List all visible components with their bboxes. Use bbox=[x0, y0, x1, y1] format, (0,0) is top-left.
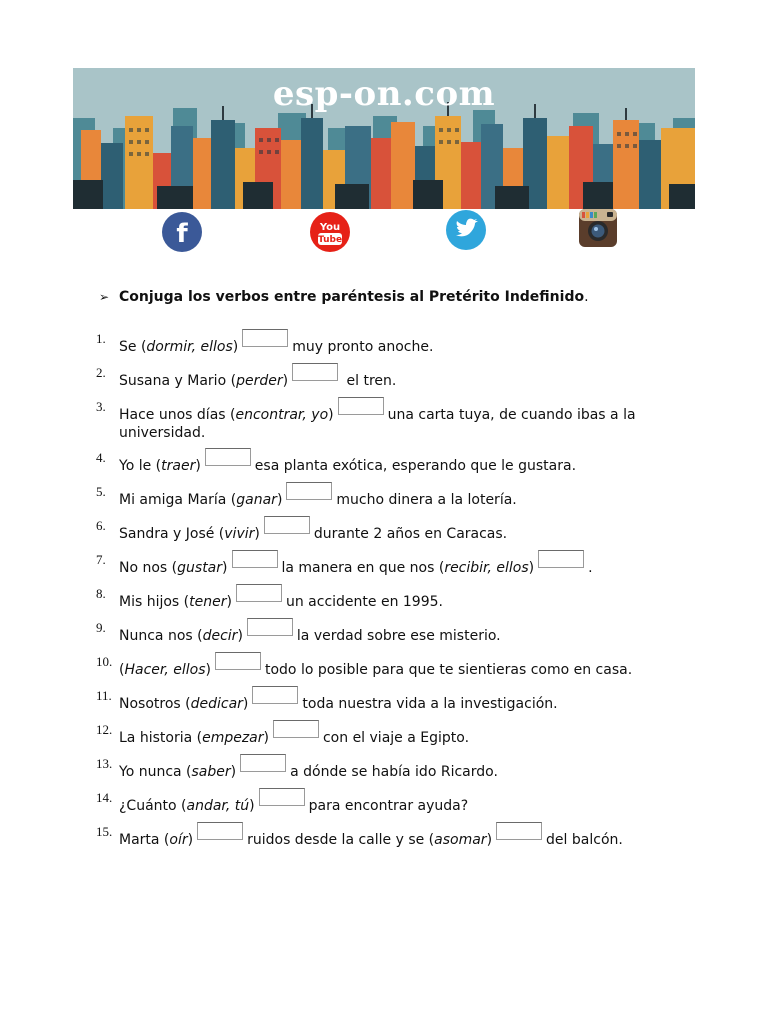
exercise-item bbox=[96, 788, 696, 815]
exercise-text: mucho dinera a la lotería. bbox=[336, 492, 517, 508]
verb-hint: dormir, ellos bbox=[146, 339, 233, 355]
exercise-text: un accidente en 1995. bbox=[285, 594, 443, 610]
exercise-text: ) bbox=[226, 594, 232, 610]
answer-field[interactable] bbox=[232, 550, 278, 568]
exercise-item bbox=[96, 482, 696, 509]
exercise-number: 8. bbox=[96, 586, 106, 601]
answer-field[interactable] bbox=[273, 720, 319, 738]
exercise-item bbox=[96, 754, 696, 781]
exercise-text: esa planta exótica, esperando que le gustara. bbox=[254, 458, 577, 474]
exercise-text: ) bbox=[242, 696, 249, 712]
instruction-line bbox=[99, 289, 589, 305]
exercise-number: 6. bbox=[96, 518, 106, 533]
exercise-text: Susana y Mario ( bbox=[119, 373, 237, 389]
exercise-text: Mis hijos ( bbox=[119, 594, 190, 610]
exercise-number: 14. bbox=[96, 790, 113, 805]
exercise-number: 15. bbox=[96, 824, 113, 839]
exercise-text: del balcón. bbox=[546, 832, 623, 848]
exercise-text: Nosotros ( bbox=[119, 696, 191, 712]
exercise-item bbox=[96, 822, 696, 849]
exercise-item bbox=[96, 516, 696, 543]
exercise-text: ) bbox=[232, 339, 239, 355]
verb-hint: vivir bbox=[224, 526, 255, 542]
site-logo-text: esp-on.com bbox=[272, 74, 496, 114]
exercise-item bbox=[96, 686, 696, 713]
exercise-text: Marta ( bbox=[119, 832, 170, 848]
verb-hint: ganar bbox=[236, 492, 277, 508]
exercise-text: a dónde se había ido Ricardo. bbox=[290, 764, 498, 780]
exercise-item bbox=[96, 329, 696, 356]
answer-field[interactable] bbox=[259, 788, 305, 806]
facebook-icon[interactable] bbox=[160, 210, 204, 254]
answer-field[interactable] bbox=[252, 686, 298, 704]
exercise-item bbox=[96, 618, 696, 645]
answer-field[interactable] bbox=[215, 652, 261, 670]
verb-hint: dedicar bbox=[190, 696, 243, 712]
answer-field[interactable] bbox=[286, 482, 332, 500]
answer-field[interactable] bbox=[242, 329, 288, 347]
exercise-text: Mi amiga María ( bbox=[119, 492, 237, 508]
exercise-text: para encontrar ayuda? bbox=[308, 798, 469, 814]
verb-hint: Hacer, ellos bbox=[124, 662, 206, 678]
verb-hint: recibir, ellos bbox=[444, 560, 529, 576]
exercise-text: todo lo posible para que te sientieras como en casa. bbox=[264, 662, 633, 678]
answer-field[interactable] bbox=[338, 397, 384, 415]
verb-hint: traer bbox=[161, 458, 196, 474]
exercise-text: Se ( bbox=[119, 339, 147, 355]
verb-hint: empezar bbox=[202, 730, 264, 746]
exercise-text: Nunca nos ( bbox=[119, 628, 203, 644]
instruction-text: Conjuga los verbos entre paréntesis al Pretérito Indefinido bbox=[119, 289, 585, 305]
answer-field[interactable] bbox=[496, 822, 542, 840]
exercise-text: con el viaje a Egipto. bbox=[322, 730, 470, 746]
exercise-text: ruidos desde la calle y se ( bbox=[247, 832, 435, 848]
exercise-item bbox=[96, 550, 696, 577]
exercise-number: 12. bbox=[96, 722, 113, 737]
exercise-text: ) bbox=[254, 526, 260, 542]
exercise-text: durante 2 años en Caracas. bbox=[313, 526, 508, 542]
exercise-text: ) bbox=[205, 662, 211, 678]
arrow-bullet-icon: ➢ bbox=[99, 290, 110, 304]
verb-hint: gustar bbox=[177, 560, 223, 576]
answer-field[interactable] bbox=[240, 754, 286, 772]
exercise-text: ) bbox=[222, 560, 228, 576]
answer-field[interactable] bbox=[264, 516, 310, 534]
verb-hint: perder bbox=[236, 373, 283, 389]
exercise-item bbox=[96, 584, 696, 611]
exercise-list bbox=[96, 329, 696, 856]
exercise-number: 1. bbox=[96, 331, 106, 346]
exercise-number: 9. bbox=[96, 620, 106, 635]
exercise-text: La historia ( bbox=[119, 730, 203, 746]
exercise-text: ) bbox=[328, 407, 334, 423]
exercise-text: Yo le ( bbox=[119, 458, 162, 474]
answer-field[interactable] bbox=[236, 584, 282, 602]
exercise-text: Sandra y José ( bbox=[119, 526, 225, 542]
youtube-icon[interactable] bbox=[308, 210, 352, 254]
exercise-text: ) bbox=[282, 373, 289, 389]
exercise-number: 11. bbox=[96, 688, 112, 703]
exercise-text: Yo nunca ( bbox=[119, 764, 192, 780]
exercise-number: 10. bbox=[96, 654, 113, 669]
verb-hint: encontrar, yo bbox=[235, 407, 329, 423]
answer-field[interactable] bbox=[292, 363, 338, 381]
exercise-text: el tren. bbox=[346, 373, 397, 389]
exercise-item bbox=[96, 448, 696, 475]
exercise-text: muy pronto anoche. bbox=[292, 339, 434, 355]
exercise-number: 4. bbox=[96, 450, 106, 465]
exercise-text: ) bbox=[263, 730, 269, 746]
answer-field[interactable] bbox=[205, 448, 251, 466]
exercise-number: 3. bbox=[96, 399, 106, 414]
verb-hint: andar, tú bbox=[186, 798, 250, 814]
exercise-text: . bbox=[588, 560, 593, 576]
exercise-item bbox=[96, 363, 696, 390]
verb-hint: oír bbox=[169, 832, 188, 848]
site-banner bbox=[73, 68, 695, 209]
verb-hint: decir bbox=[202, 628, 238, 644]
answer-field[interactable] bbox=[538, 550, 584, 568]
exercise-text: ) bbox=[276, 492, 283, 508]
exercise-text: ) bbox=[187, 832, 194, 848]
svg-text:f: f bbox=[176, 219, 188, 249]
exercise-item bbox=[96, 652, 696, 679]
instagram-icon[interactable] bbox=[576, 206, 620, 250]
exercise-number: 7. bbox=[96, 552, 106, 567]
exercise-text: ) bbox=[195, 458, 201, 474]
exercise-text: ) bbox=[237, 628, 243, 644]
exercise-number: 2. bbox=[96, 365, 106, 380]
verb-hint: asomar bbox=[434, 832, 487, 848]
exercise-text: la manera en que nos ( bbox=[281, 560, 445, 576]
exercise-text: una carta tuya, de cuando ibas a la universidad. bbox=[119, 407, 636, 441]
exercise-text: Hace unos días ( bbox=[119, 407, 236, 423]
exercise-text: ) bbox=[528, 560, 535, 576]
svg-text:Tube: Tube bbox=[317, 235, 343, 245]
exercise-number: 13. bbox=[96, 756, 113, 771]
verb-hint: tener bbox=[189, 594, 227, 610]
exercise-text: toda nuestra vida a la investigación. bbox=[302, 696, 558, 712]
verb-hint: saber bbox=[191, 764, 231, 780]
exercise-text: ) bbox=[486, 832, 493, 848]
exercise-item bbox=[96, 397, 696, 442]
exercise-item bbox=[96, 720, 696, 747]
exercise-text: No nos ( bbox=[119, 560, 178, 576]
exercise-text: ¿Cuánto ( bbox=[119, 798, 187, 814]
twitter-icon[interactable] bbox=[444, 210, 488, 254]
exercise-text: ( bbox=[119, 662, 125, 678]
answer-field[interactable] bbox=[247, 618, 293, 636]
svg-text:You: You bbox=[319, 222, 341, 233]
exercise-number: 5. bbox=[96, 484, 106, 499]
answer-field[interactable] bbox=[197, 822, 243, 840]
exercise-text: la verdad sobre ese misterio. bbox=[296, 628, 501, 644]
exercise-text: ) bbox=[230, 764, 237, 780]
instruction-period: . bbox=[584, 289, 589, 305]
exercise-text: ) bbox=[249, 798, 255, 814]
